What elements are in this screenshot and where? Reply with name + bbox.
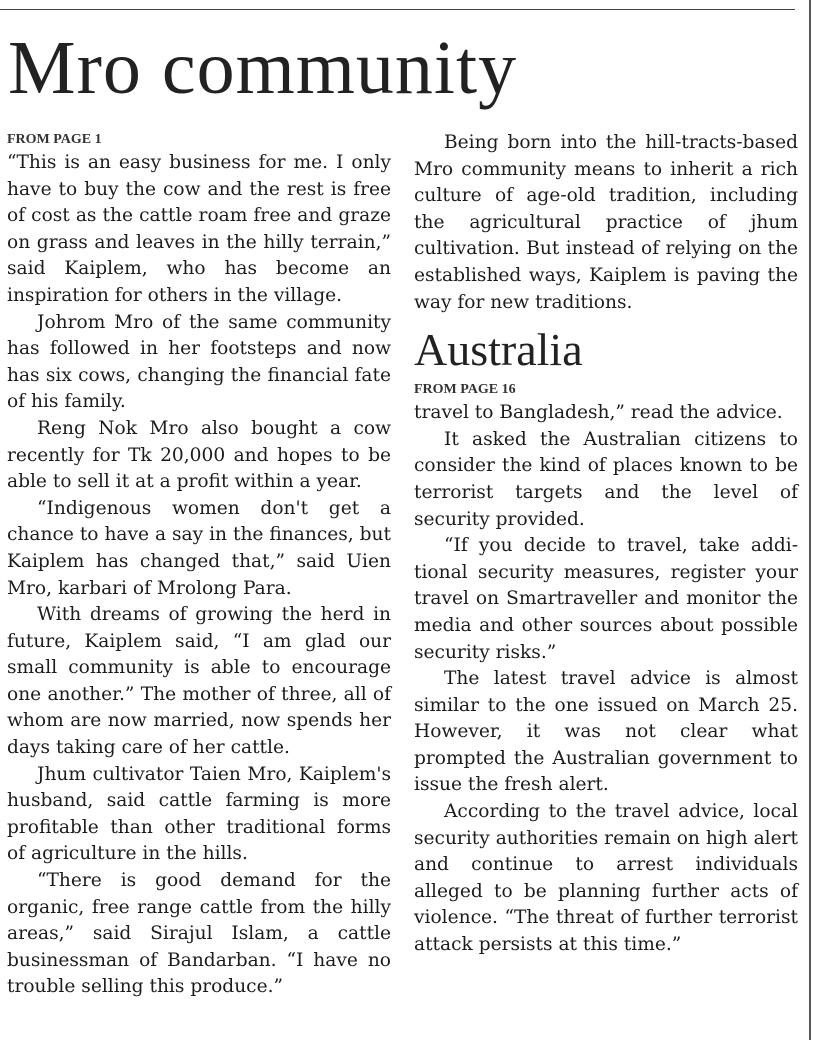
paragraph: travel to Bangladesh,” read the advice.	[414, 402, 783, 424]
subheadline: Australia	[414, 324, 583, 376]
left-column	[7, 130, 391, 1001]
top-rule	[0, 9, 795, 10]
paragraph: “There is good demand for the organic, free range cattle from the hilly areas,” said Sirajul Islam, a cattle businessman of Bandarban. “I have no trouble selling this produce.”	[7, 870, 391, 998]
paragraph: Jhum cultivator Taien Mro, Kaiplem's husband, said cattle farming is more profitable than other traditional forms of agriculture in the hills.	[7, 763, 391, 865]
paragraph: “Indigenous women don't get a chance to have a say in the finances, but Kaiplem has changed that,” said Uien Mro, karbari of Mrolong Para.	[7, 497, 391, 599]
headline: Mro community	[8, 26, 518, 110]
from-page-label: FROM PAGE 16	[414, 382, 516, 398]
paragraph: “If you decide to travel, take additional security measures, register your travel on Smartraveller and monitor the media and other sources about possible security risks.”	[414, 535, 798, 663]
paragraph: The latest travel advice is almost similar to the one issued on March 25. However, it was not clear what prompted the Australian government to issue the fresh alert.	[414, 668, 798, 796]
paragraph: Reng Nok Mro also bought a cow recently for Tk 20,000 and hopes to be able to sell it at a profit within a year.	[7, 417, 391, 493]
paragraph: “This is an easy business for me. I only have to buy the cow and the rest is free of cost as the cattle roam free and graze on grass and leaves in the hilly terrain,” said Kaiplem, who has become an inspiration for others in the village.	[7, 152, 391, 306]
paragraph: Johrom Mro of the same community has followed in her footsteps and now has six cows, changing the financial fate of his family.	[7, 311, 391, 413]
paragraph: According to the travel advice, local security authorities remain on high alert and continue to arrest individuals alleged to be planning further acts of violence. “The threat of further terrorist attack persists at this time.”	[414, 801, 798, 956]
from-page-label: FROM PAGE 1	[7, 132, 102, 147]
paragraph: Being born into the hill-tracts-based Mro community means to inherit a rich culture of age-old tradition, including the agricultural practice of jhum cultivation. But instead of relying on the established ways, Kaiplem is paving the way for new traditions.	[414, 132, 798, 313]
paragraph: With dreams of growing the herd in future, Kaiplem said, “I am glad our small community is able to encourage one another.” The mother of three, all of whom are now married, now spends her days taking care of her cattle.	[7, 604, 391, 759]
right-column	[414, 130, 798, 959]
right-rule	[809, 0, 811, 1040]
paragraph: It asked the Australian citizens to consider the kind of places known to be terrorist targets and the level of security provided.	[414, 428, 798, 530]
